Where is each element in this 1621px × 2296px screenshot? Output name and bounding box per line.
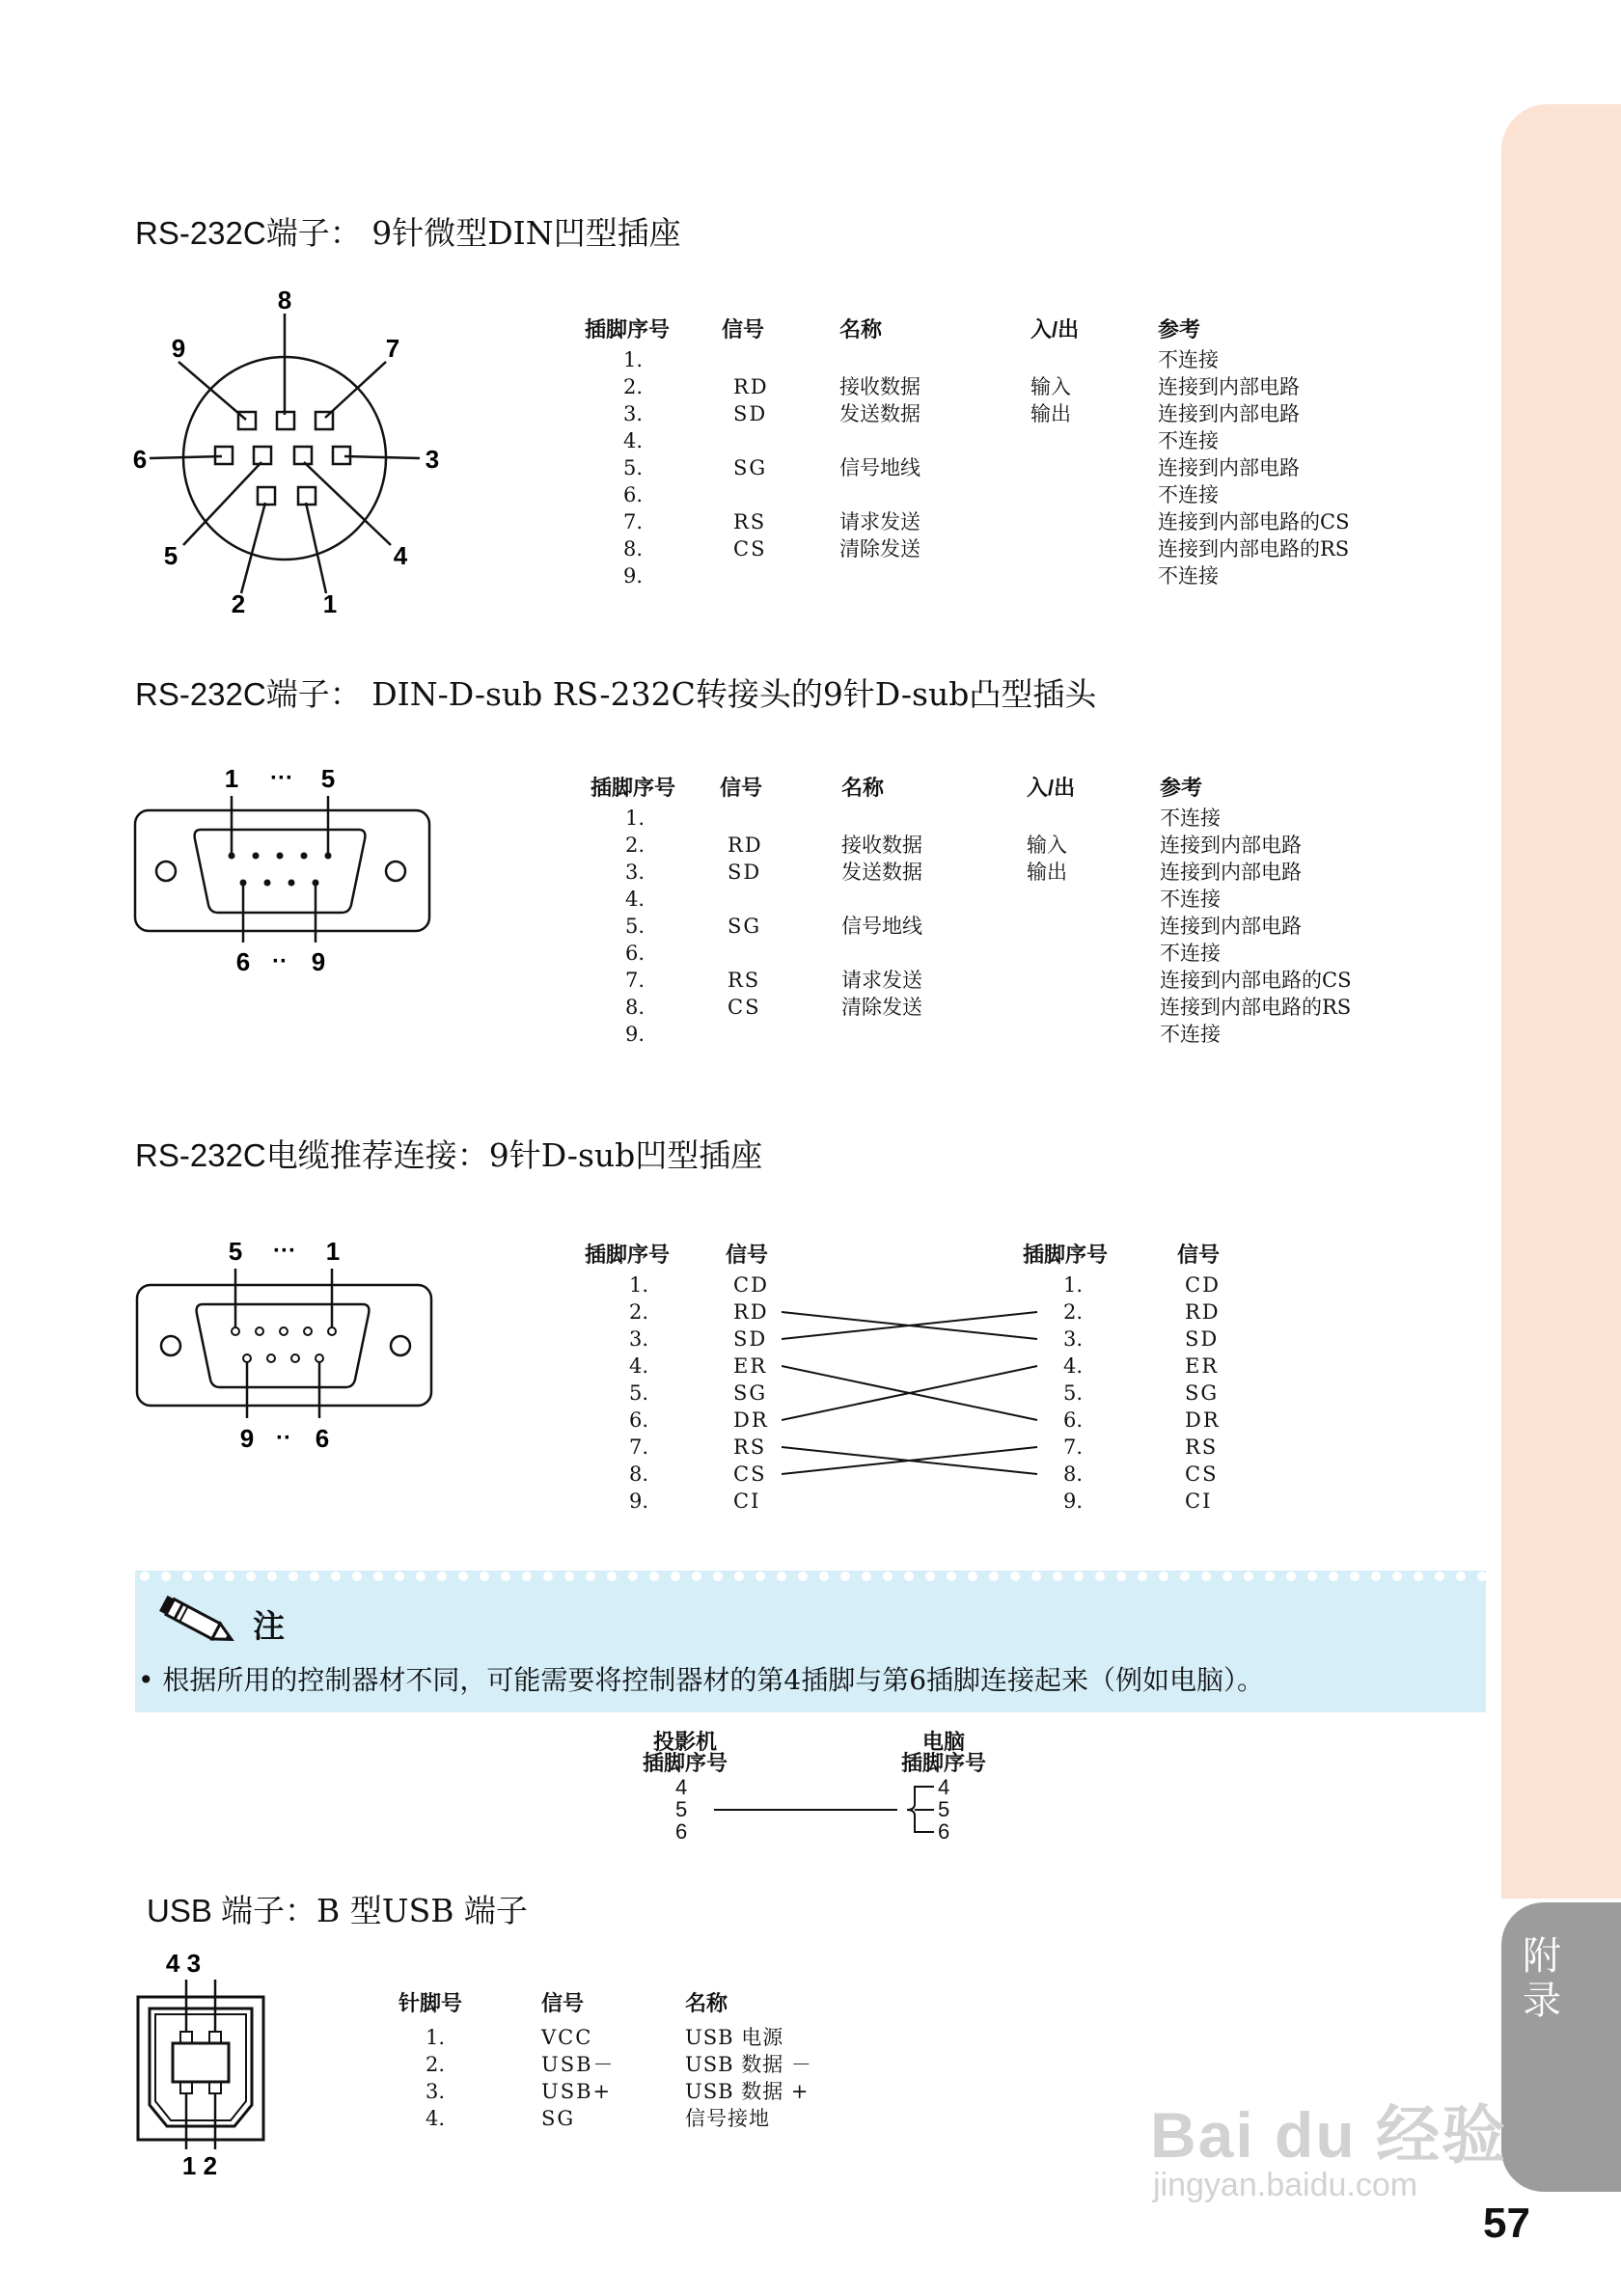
table-cell: [1027, 1021, 1075, 1048]
header-right-signal: 信号: [1177, 1243, 1221, 1267]
usb-b-connector-diagram: [130, 1947, 275, 2178]
table-cell: 3.: [623, 402, 644, 425]
jumper-lines: [579, 1732, 1061, 1847]
table-cell: ER: [733, 1354, 768, 1378]
table-cell: 信号地线: [841, 915, 922, 938]
dsub-label-dots-bottom: ··: [276, 1425, 291, 1451]
table-cell: 7.: [1063, 1435, 1084, 1459]
table-cell: RD: [728, 834, 763, 857]
table-cell: 连接到内部电路的RS: [1160, 996, 1352, 1019]
table-cell: 接收数据: [839, 375, 920, 398]
table-cell: 1.: [629, 1273, 649, 1297]
table-cell: RS: [1185, 1435, 1219, 1459]
table-cell: 4.: [1063, 1354, 1084, 1378]
table-cell: 连接到内部电路的CS: [1160, 969, 1352, 992]
table-cell: 连接到内部电路: [1158, 402, 1300, 425]
table-cell: 8.: [1063, 1462, 1084, 1486]
table-cell: 7.: [625, 969, 646, 992]
table-cell: 8.: [623, 537, 644, 560]
table-cell: 1.: [426, 2026, 446, 2049]
table-cell: [1030, 535, 1079, 562]
table-cell: RS: [733, 510, 767, 533]
dsub-label-dots: ···: [270, 765, 293, 791]
dsub-label-1: 1: [224, 764, 239, 793]
table-cell: SG: [733, 1381, 768, 1405]
dsub-label-5: 5: [228, 1237, 243, 1266]
table-cell: SD: [1185, 1327, 1220, 1351]
table-cell: 发送数据: [841, 861, 922, 884]
table-cell: SD: [733, 402, 768, 425]
table-cell: [720, 1021, 763, 1048]
table-cell: CD: [1185, 1273, 1221, 1297]
header-name: 名称: [841, 776, 885, 800]
header-left-pin: 插脚序号: [585, 1243, 671, 1267]
pin-label-1: 1: [322, 589, 338, 618]
table-cell: 输入: [1030, 375, 1071, 398]
section-title-mini-din: RS-232C端子： 9针微型DIN凹型插座: [135, 214, 681, 252]
table-cell: [839, 427, 920, 454]
table-cell: 5.: [1063, 1381, 1084, 1405]
table-cell: 3.: [629, 1327, 649, 1351]
table-cell: RD: [733, 1300, 769, 1324]
table-cell: CD: [733, 1273, 769, 1297]
note-text: • 根据所用的控制器材不同，可能需要将控制器材的第4插脚与第6插脚连接起来（例如电脑）。: [138, 1664, 1265, 1696]
table-cell: SG: [1185, 1381, 1220, 1405]
table-cell: 2.: [1063, 1300, 1084, 1324]
header-pin: 插脚序号: [591, 776, 676, 800]
dsub-label-9: 9: [311, 947, 326, 976]
table-cell: [722, 346, 769, 373]
computer-title: 电脑 插脚序号: [900, 1730, 986, 1775]
table-cell: 不连接: [1160, 806, 1221, 830]
table-cell: [720, 805, 763, 832]
table-cell: 1.: [1063, 1273, 1084, 1297]
table-cell: 6.: [625, 942, 646, 965]
table-cell: [841, 805, 922, 832]
pin-label-9: 9: [171, 334, 186, 363]
table-cell: [722, 562, 769, 589]
pencil-icon: [154, 1594, 241, 1652]
table-cell: USB－: [541, 2053, 616, 2076]
table-cell: CS: [1185, 1462, 1219, 1486]
table-cell: CI: [1185, 1490, 1213, 1513]
table-cell: [1030, 508, 1079, 535]
table-cell: [1030, 427, 1079, 454]
table-cell: 6.: [1063, 1408, 1084, 1432]
header-name: 名称: [839, 317, 883, 342]
pin-label-8: 8: [277, 286, 292, 314]
table-cell: [1027, 805, 1075, 832]
table-cell: [1027, 913, 1075, 940]
table-cell: 清除发送: [839, 537, 920, 560]
dsub-label-9: 9: [239, 1424, 255, 1453]
table-cell: 9.: [625, 1023, 646, 1046]
table-cell: [1027, 886, 1075, 913]
table-cell: 8.: [629, 1462, 649, 1486]
pin-label-6: 6: [132, 445, 148, 474]
section-title-recommended-cable: RS-232C电缆推荐连接：9针D-sub凹型插座: [135, 1136, 763, 1174]
table-cell: USB 数据 －: [685, 2053, 812, 2076]
usb-pin-label-4-3: 4 3: [165, 1949, 202, 1978]
usb-pin-label-1-2: 1 2: [181, 2151, 218, 2178]
table-cell: [841, 1021, 922, 1048]
table-cell: 不连接: [1160, 942, 1221, 965]
table-cell: 不连接: [1158, 564, 1219, 588]
table-cell: [839, 481, 920, 508]
table-cell: 发送数据: [839, 402, 920, 425]
table-cell: 6.: [629, 1408, 649, 1432]
table-cell: 4.: [426, 2107, 446, 2130]
dsub-label-dots-bottom: ··: [272, 948, 288, 974]
table-cell: RS: [728, 969, 761, 992]
table-cell: 6.: [623, 483, 644, 506]
table-cell: 2.: [629, 1300, 649, 1324]
table-cell: 信号接地: [685, 2107, 770, 2130]
table-cell: 连接到内部电路: [1160, 915, 1302, 938]
table-cell: [720, 940, 763, 967]
table-cell: 连接到内部电路: [1158, 456, 1300, 479]
table-cell: 1.: [623, 348, 644, 371]
dsub-label-1: 1: [325, 1237, 341, 1266]
dsub-label-6: 6: [235, 947, 251, 976]
header-name: 名称: [685, 1991, 728, 2015]
table-cell: 4.: [623, 429, 644, 452]
table-cell: 连接到内部电路: [1160, 834, 1302, 857]
table-cell: [841, 940, 922, 967]
table-cell: VCC: [541, 2026, 593, 2049]
table-cell: DR: [1185, 1408, 1221, 1432]
pin-label-4: 4: [393, 541, 408, 570]
projector-title: 投影机 插脚序号: [642, 1730, 728, 1775]
table-cell: USB 数据 +: [685, 2080, 810, 2103]
usb-pin-table: [398, 1987, 881, 2142]
dsub-male-connector-diagram: [125, 752, 444, 994]
table-cell: [1030, 346, 1079, 373]
note-dotted-border: [135, 1571, 1486, 1586]
jumper-diagram: [579, 1732, 1061, 1847]
pin-label-2: 2: [231, 589, 246, 618]
pin-label-5: 5: [163, 541, 179, 570]
table-cell: SG: [541, 2107, 576, 2130]
table-cell: RS: [733, 1435, 767, 1459]
mini-din-connector-diagram: [121, 285, 458, 632]
dsub-label-6: 6: [315, 1424, 330, 1453]
table-cell: CS: [733, 537, 767, 560]
cross-wiring-lines: [782, 1271, 1042, 1522]
table-cell: 5.: [629, 1381, 649, 1405]
table-cell: [1030, 562, 1079, 589]
table-cell: 输入: [1027, 834, 1067, 857]
table-cell: 请求发送: [841, 969, 922, 992]
table-cell: 不连接: [1158, 429, 1219, 452]
table-cell: 4.: [625, 888, 646, 911]
table-cell: 9.: [629, 1490, 649, 1513]
side-color-band: [1501, 104, 1621, 1899]
table-cell: 9.: [1063, 1490, 1084, 1513]
table-cell: [839, 562, 920, 589]
table-cell: 8.: [625, 996, 646, 1019]
page-number: 57: [1483, 2200, 1530, 2247]
table-cell: DR: [733, 1408, 769, 1432]
header-reference: 参考: [1160, 776, 1203, 800]
header-io: 入/出: [1027, 776, 1076, 800]
table-cell: 1.: [625, 806, 646, 830]
table-cell: 连接到内部电路: [1158, 375, 1300, 398]
table-cell: CS: [728, 996, 761, 1019]
table-cell: [720, 886, 763, 913]
table-cell: USB 电源: [685, 2026, 784, 2049]
table-cell: CI: [733, 1490, 761, 1513]
table-cell: [1030, 454, 1079, 481]
table-cell: 输出: [1030, 402, 1071, 425]
table-cell: 3.: [1063, 1327, 1084, 1351]
table-cell: [841, 886, 922, 913]
pin-label-3: 3: [425, 445, 440, 474]
dsub-adapter-pin-table: [591, 772, 1459, 1052]
mini-din-pin-table: [585, 314, 1453, 593]
table-cell: [1027, 994, 1075, 1021]
table-cell: 2.: [625, 834, 646, 857]
table-cell: 7.: [629, 1435, 649, 1459]
table-cell: 连接到内部电路的CS: [1158, 510, 1350, 533]
table-cell: 5.: [625, 915, 646, 938]
table-cell: [722, 427, 769, 454]
header-signal: 信号: [722, 317, 765, 342]
dsub-label-5: 5: [320, 764, 336, 793]
note-heading: 注: [253, 1607, 285, 1645]
table-cell: SG: [728, 915, 762, 938]
table-cell: RD: [733, 375, 769, 398]
table-cell: 3.: [426, 2080, 446, 2103]
header-left-signal: 信号: [726, 1243, 769, 1267]
baidu-watermark-url: jingyan.baidu.com: [1153, 2167, 1418, 2203]
section-title-dsub-adapter: RS-232C端子： DIN-D-sub RS-232C转接头的9针D-sub凸型插头: [135, 675, 1097, 713]
header-reference: 参考: [1158, 317, 1201, 342]
table-cell: 接收数据: [841, 834, 922, 857]
table-cell: [1030, 481, 1079, 508]
dsub-label-dots: ···: [273, 1238, 296, 1264]
header-pin: 插脚序号: [585, 317, 671, 342]
table-cell: 连接到内部电路的RS: [1158, 537, 1350, 560]
table-cell: 不连接: [1160, 888, 1221, 911]
header-right-pin: 插脚序号: [1023, 1243, 1109, 1267]
table-cell: 2.: [623, 375, 644, 398]
table-cell: SG: [733, 456, 768, 479]
table-cell: [839, 346, 920, 373]
header-pin: 针脚号: [398, 1991, 463, 2015]
table-cell: [722, 481, 769, 508]
table-cell: SD: [733, 1327, 768, 1351]
computer-pins: 4 5 6: [938, 1775, 950, 1844]
table-cell: USB+: [541, 2080, 613, 2103]
table-cell: 清除发送: [841, 996, 922, 1019]
pin-label-7: 7: [385, 334, 400, 363]
table-cell: 7.: [623, 510, 644, 533]
projector-pins: 4 5 6: [675, 1775, 688, 1844]
table-cell: 2.: [426, 2053, 446, 2076]
table-cell: [1027, 940, 1075, 967]
table-cell: SD: [728, 861, 762, 884]
table-cell: 3.: [625, 861, 646, 884]
dsub-female-connector-diagram: [127, 1225, 446, 1466]
section-title-usb: USB 端子：B 型USB 端子: [147, 1892, 528, 1929]
table-cell: RD: [1185, 1300, 1221, 1324]
table-cell: 5.: [623, 456, 644, 479]
table-cell: ER: [1185, 1354, 1220, 1378]
table-cell: 9.: [623, 564, 644, 588]
table-cell: 不连接: [1160, 1023, 1221, 1046]
header-signal: 信号: [541, 1991, 585, 2015]
table-cell: CS: [733, 1462, 767, 1486]
table-cell: 请求发送: [839, 510, 920, 533]
table-cell: 输出: [1027, 861, 1067, 884]
header-signal: 信号: [720, 776, 763, 800]
table-cell: 不连接: [1158, 348, 1219, 371]
table-cell: 4.: [629, 1354, 649, 1378]
table-cell: 信号地线: [839, 456, 920, 479]
baidu-watermark-logo: Bai du 经验: [1150, 2099, 1508, 2171]
table-cell: [1027, 967, 1075, 994]
appendix-tab-label: 附录: [1523, 1934, 1561, 2023]
table-cell: 不连接: [1158, 483, 1219, 506]
header-io: 入/出: [1030, 317, 1080, 342]
table-cell: 连接到内部电路: [1160, 861, 1302, 884]
